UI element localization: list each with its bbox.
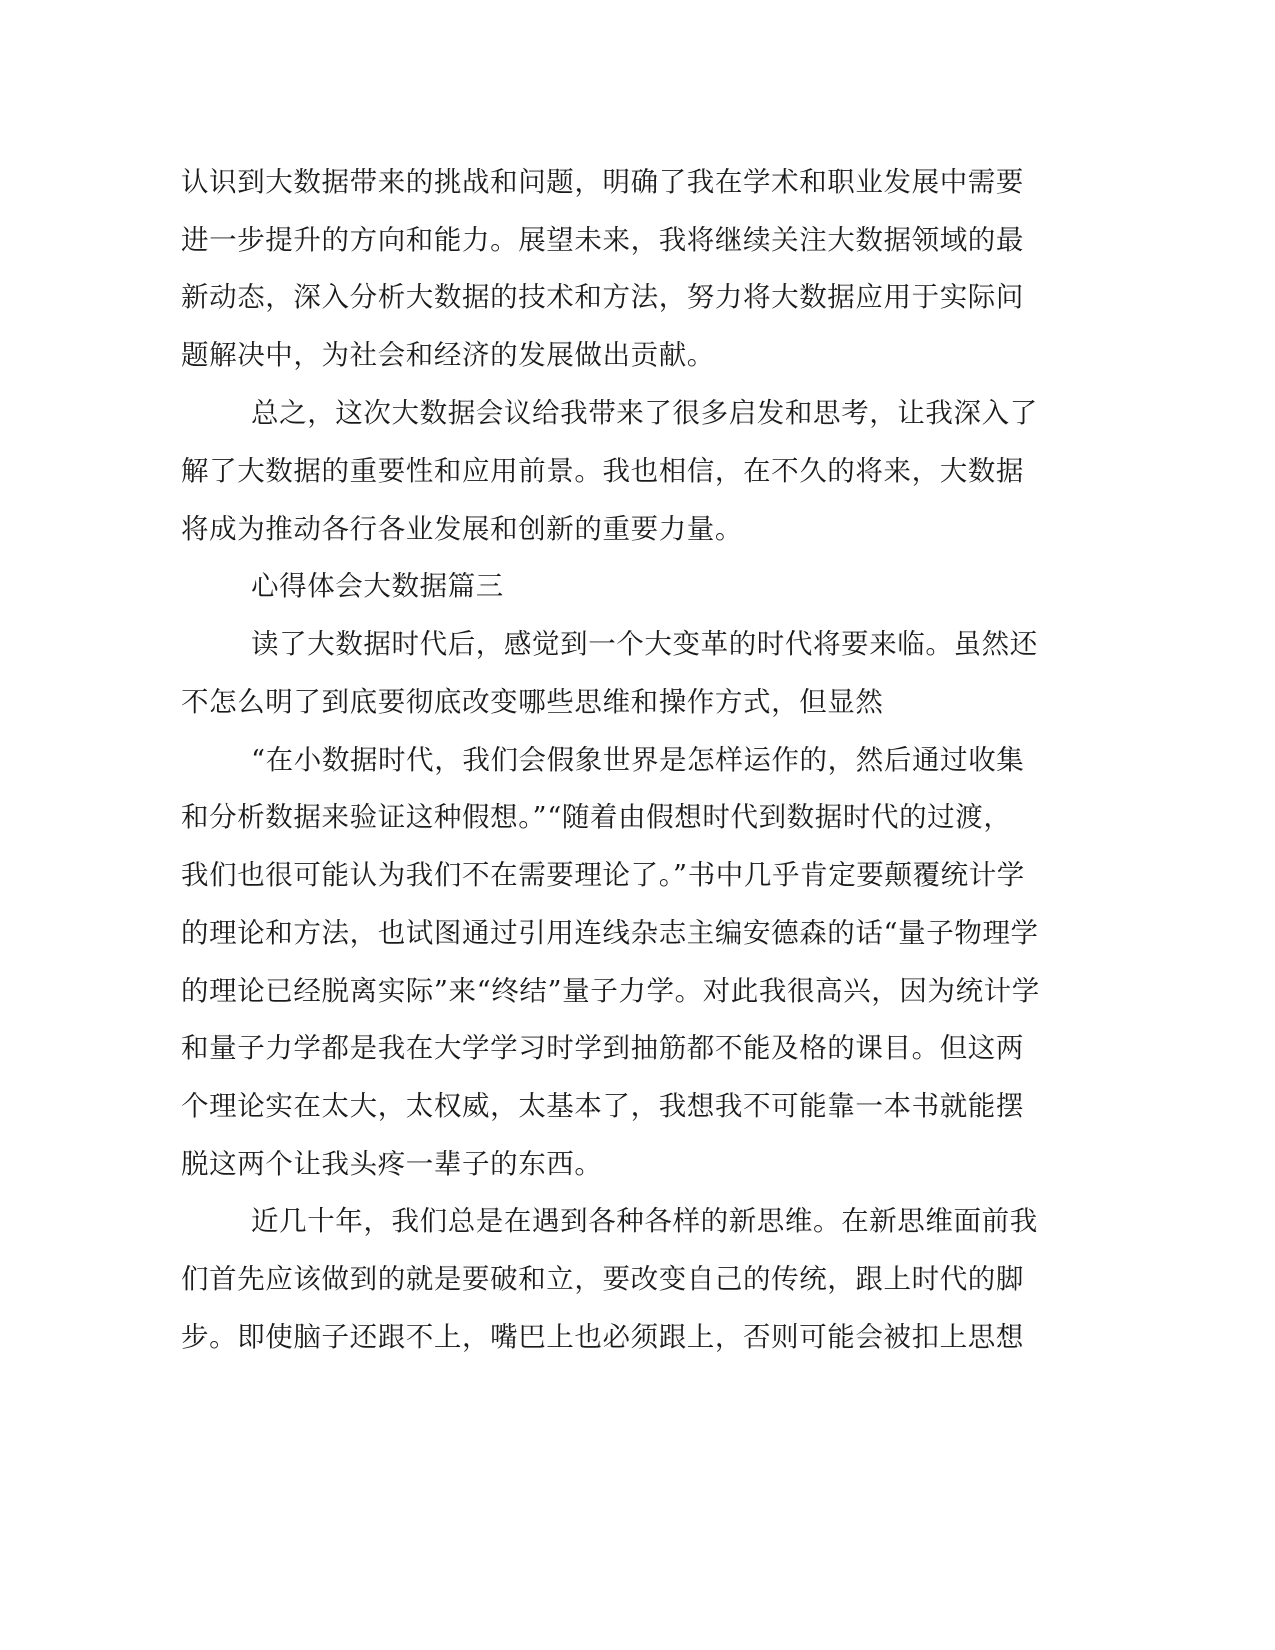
text-line: 新动态，深入分析大数据的技术和方法，努力将大数据应用于实际问 xyxy=(181,281,1024,313)
text-line: 步。即使脑子还跟不上，嘴巴上也必须跟上，否则可能会被扣上思想 xyxy=(181,1321,1024,1353)
text-line: 个理论实在太大，太权威，太基本了，我想我不可能靠一本书就能摆 xyxy=(181,1090,1024,1122)
text-line: 脱这两个让我头疼一辈子的东西。 xyxy=(181,1148,603,1180)
paragraph-first-line: 近几十年，我们总是在遇到各种各样的新思维。在新思维面前我 xyxy=(251,1205,1038,1237)
text-line: 和分析数据来验证这种假想。”“随着由假想时代到数据时代的过渡， xyxy=(181,801,1012,833)
text-line: 们首先应该做到的就是要破和立，要改变自己的传统，跟上时代的脚 xyxy=(181,1263,1024,1295)
paragraph-first-line: “在小数据时代，我们会假象世界是怎样运作的，然后通过收集 xyxy=(251,744,1025,776)
text-line: 认识到大数据带来的挑战和问题，明确了我在学术和职业发展中需要 xyxy=(181,166,1024,198)
section-heading: 心得体会大数据篇三 xyxy=(251,570,504,602)
text-line: 和量子力学都是我在大学学习时学到抽筋都不能及格的课目。但这两 xyxy=(181,1032,1024,1064)
text-line: 不怎么明了到底要彻底改变哪些思维和操作方式，但显然 xyxy=(181,686,884,718)
text-line: 进一步提升的方向和能力。展望未来，我将继续关注大数据领域的最 xyxy=(181,224,1024,256)
text-line: 的理论和方法，也试图通过引用连线杂志主编安德森的话“量子物理学 xyxy=(181,917,1039,949)
text-line: 我们也很可能认为我们不在需要理论了。”书中几乎肯定要颠覆统计学 xyxy=(181,859,1025,891)
text-line: 将成为推动各行各业发展和创新的重要力量。 xyxy=(181,513,743,545)
text-line: 解了大数据的重要性和应用前景。我也相信，在不久的将来，大数据 xyxy=(181,455,1024,487)
text-line: 题解决中，为社会和经济的发展做出贡献。 xyxy=(181,339,715,371)
paragraph-first-line: 总之，这次大数据会议给我带来了很多启发和思考，让我深入了 xyxy=(251,397,1038,429)
text-line: 的理论已经脱离实际”来“终结”量子力学。对此我很高兴，因为统计学 xyxy=(181,975,1040,1007)
paragraph-first-line: 读了大数据时代后，感觉到一个大变革的时代将要来临。虽然还 xyxy=(251,628,1038,660)
